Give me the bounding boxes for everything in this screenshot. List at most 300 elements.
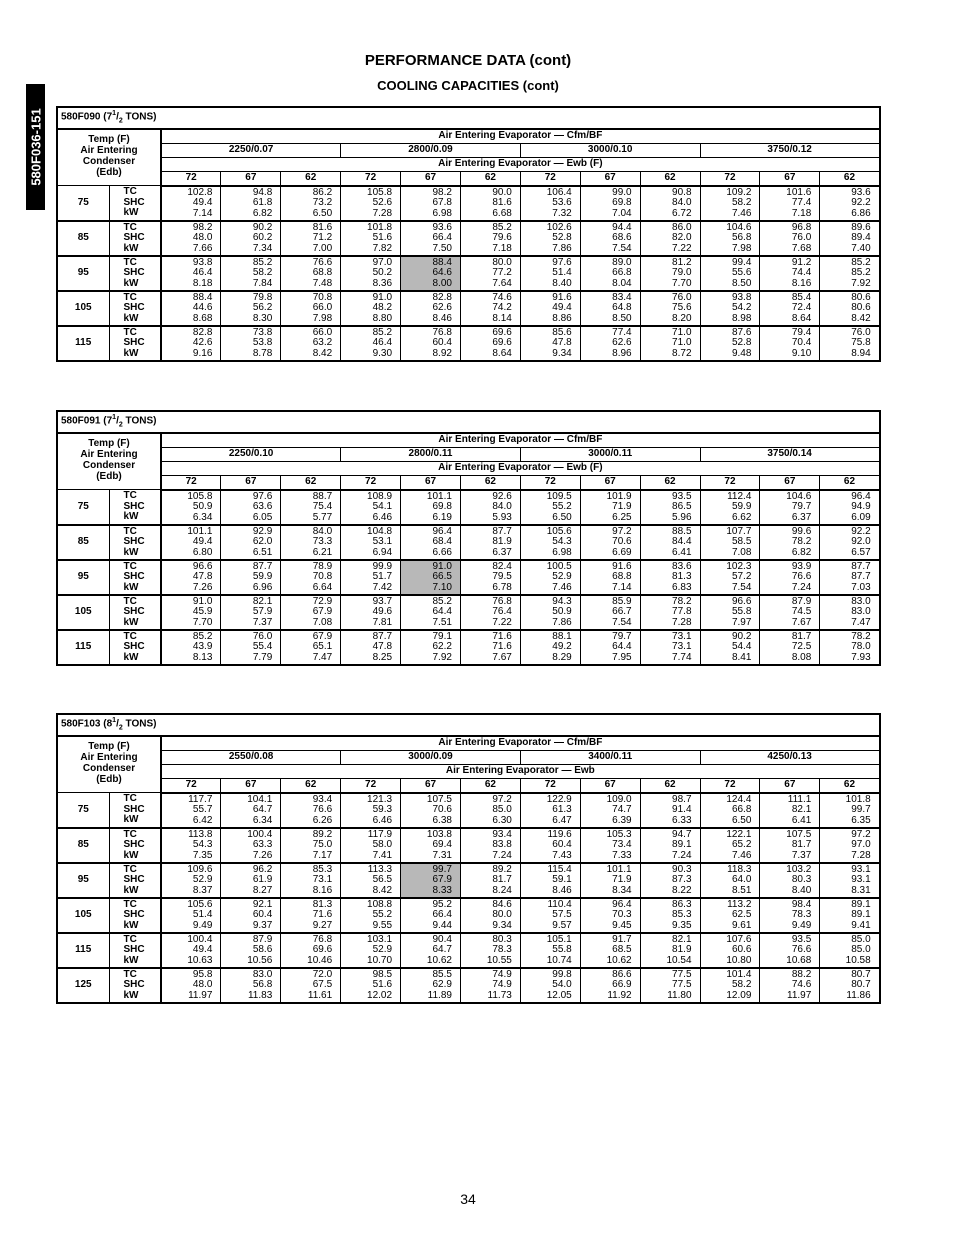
cell-value: 93.7 [372,595,393,607]
metric-label: SHC [123,874,145,886]
cell-value: 87.9 [791,595,812,607]
cell-value: 78.2 [672,595,692,607]
edb-temp-cell: 95 [57,560,109,595]
ewb-value-header: 62 [640,475,700,490]
ewb-value-header: 62 [820,475,880,490]
cell-value: 87.9 [252,933,273,945]
ewb-value-header: 72 [161,778,221,793]
performance-table-580f090 [56,106,881,362]
value-cell [161,525,221,560]
value-cell [580,968,640,1003]
value-cell [161,490,221,525]
value-cell [460,490,520,525]
value-cell [640,630,700,665]
header-row-cfm [57,433,880,448]
cell-value: 7.54 [612,242,632,254]
cell-value: 81.6 [312,221,333,233]
cell-value: 109.0 [606,793,632,805]
cell-value: 67.9 [432,874,452,886]
cell-value: 11.80 [667,989,692,1001]
cell-value: 87.7 [851,560,871,572]
value-cell [341,968,401,1003]
value-cell [580,898,640,933]
cell-value: 105.6 [187,898,213,910]
cell-value: 6.57 [851,546,871,558]
metric-label: kW [123,989,139,1001]
cell-value: 6.37 [791,511,812,523]
cell-value: 107.6 [726,933,752,945]
cell-value: 84.0 [492,501,512,513]
metric-label: SHC [123,606,145,618]
metric-labels-cell [109,291,161,326]
cell-value: 8.04 [612,277,632,289]
value-cell [820,560,880,595]
cell-value: 8.92 [432,347,452,359]
value-cell [221,793,281,828]
cell-value: 7.43 [552,849,572,861]
cell-value: 7.04 [612,207,632,219]
cell-value: 7.54 [612,616,632,628]
cell-value: 105.8 [367,186,393,198]
cell-value: 77.5 [672,979,692,991]
corner-header-line: Condenser [82,459,136,471]
cell-value: 6.98 [552,546,572,558]
value-cell [281,595,341,630]
cell-value: 68.4 [432,536,452,548]
cell-value: 76.8 [432,326,452,338]
cell-value: 62.5 [731,909,752,921]
value-cell [281,326,341,361]
cell-value: 7.41 [372,849,393,861]
cell-value: 85.3 [672,909,692,921]
cell-value: 110.4 [547,898,572,910]
cell-value: 69.6 [492,337,512,349]
value-cell [281,291,341,326]
ewb-value-header: 67 [580,778,640,793]
value-cell [640,291,700,326]
cell-value: 66.4 [432,909,452,921]
metric-labels-cell [109,490,161,525]
cell-value: 42.6 [192,337,213,349]
cell-value: 101.1 [187,525,213,537]
cell-value: 8.51 [731,884,752,896]
value-cell [161,595,221,630]
value-cell [520,828,580,863]
cell-value: 76.0 [252,630,273,642]
cell-value: 56.8 [252,979,273,991]
metric-label: SHC [123,267,145,279]
cell-value: 74.6 [791,979,812,991]
value-cell [341,898,401,933]
cell-value: 54.3 [552,536,572,548]
cell-value: 99.8 [552,968,572,980]
cell-value: 7.37 [252,616,273,628]
cell-value: 6.68 [492,207,512,219]
cell-value: 6.64 [312,581,333,593]
cell-value: 74.5 [791,606,812,618]
metric-label: TC [123,490,137,502]
cell-value: 11.61 [307,989,333,1001]
cell-value: 85.5 [432,968,452,980]
value-cell [700,933,760,968]
cell-value: 6.33 [672,814,692,826]
cell-value: 88.1 [552,630,572,642]
value-cell [520,326,580,361]
cell-value: 80.6 [851,291,871,303]
value-cell [760,595,820,630]
metric-label: TC [123,186,137,198]
value-cell [700,326,760,361]
table-title-model: 580F103 (8 [61,718,113,730]
cell-value: 99.4 [731,256,752,268]
cell-value: 74.2 [492,302,512,314]
cell-value: 99.7 [851,804,871,816]
metric-label: SHC [123,196,145,208]
cell-value: 8.42 [372,884,393,896]
cell-value: 10.63 [187,954,213,966]
cell-value: 64.7 [252,804,273,816]
cell-value: 98.2 [432,186,452,198]
cell-value: 6.46 [372,814,393,826]
header-row-ewb [57,157,880,171]
cell-value: 55.7 [192,804,213,816]
cell-value: 6.47 [552,814,572,826]
cell-value: 85.2 [372,326,393,338]
cell-value: 9.49 [192,919,213,931]
cell-value: 75.0 [312,839,333,851]
cell-value: 83.6 [672,560,692,572]
cfm-group-header: 4250/0.13 [700,750,880,764]
cell-value: 102.8 [187,186,213,198]
value-cell [341,630,401,665]
metric-label: TC [123,968,137,980]
metric-label: kW [123,954,139,966]
cell-value: 52.6 [372,197,393,209]
ewb-value-header: 67 [580,475,640,490]
cell-value: 104.6 [786,490,812,502]
cell-value: 10.62 [606,954,632,966]
cell-value: 52.9 [192,874,213,886]
value-cell [161,898,221,933]
cell-value: 12.05 [546,989,572,1001]
cell-value: 76.0 [851,326,871,338]
metric-label: TC [123,828,137,840]
cell-value: 91.0 [372,291,393,303]
cell-value: 55.4 [252,641,273,653]
cell-value: 89.6 [851,221,871,233]
cell-value: 96.4 [612,898,632,910]
metric-labels-cell [109,968,161,1003]
ewb-value-header: 72 [341,475,401,490]
value-cell [520,490,580,525]
cell-value: 8.40 [791,884,812,896]
cell-value: 7.82 [372,242,393,254]
cell-value: 51.6 [372,979,393,991]
cell-value: 89.1 [851,898,871,910]
cell-value: 10.46 [307,954,333,966]
cell-value: 70.8 [312,571,333,583]
value-cell [580,793,640,828]
metric-label: TC [123,525,137,537]
cell-value: 8.86 [552,312,572,324]
table-row [57,560,880,595]
cell-value: 8.13 [192,651,213,663]
table-title: 580F091 ($7^1/_2$ TONS) [57,411,880,433]
cell-value: 52.9 [552,571,572,583]
header-ewb: Air Entering Evaporator — Ewb (F) [161,461,880,475]
cell-value: 96.6 [731,595,752,607]
cell-value: 50.9 [552,606,572,618]
cell-value: 47.8 [372,641,393,653]
cell-value: 62.2 [432,641,452,653]
cell-value: 10.70 [367,954,393,966]
table-title: 580F103 ($8^1/_2$ TONS) [57,714,880,736]
value-cell [520,793,580,828]
metric-label: TC [123,291,137,303]
value-cell [281,490,341,525]
cell-value: 87.6 [731,326,752,338]
metric-labels-cell [109,863,161,898]
cell-value: 11.73 [487,989,512,1001]
value-cell [221,490,281,525]
value-cell [640,221,700,256]
value-cell [401,595,461,630]
cell-value: 81.7 [492,874,512,886]
cell-value: 7.24 [791,581,812,593]
cell-value: 7.48 [312,277,333,289]
cell-value: 6.19 [432,511,452,523]
metric-labels-cell [109,221,161,256]
cell-value: 7.24 [672,849,692,861]
value-cell [460,186,520,221]
metric-label: kW [123,312,139,324]
cell-value: 105.8 [187,490,213,502]
cell-value: 73.4 [612,839,632,851]
cell-value: 64.4 [432,606,452,618]
metric-label: TC [123,256,137,268]
cell-value: 74.7 [612,804,632,816]
metric-label: SHC [123,571,145,583]
cell-value: 8.34 [612,884,632,896]
value-cell [580,291,640,326]
cell-value: 7.46 [552,581,572,593]
cell-value: 68.8 [312,267,333,279]
value-cell [700,863,760,898]
cell-value: 7.79 [252,651,273,663]
cell-value: 66.5 [432,571,452,583]
cell-value: 91.0 [192,595,213,607]
value-cell [760,490,820,525]
cell-value: 6.34 [252,814,273,826]
header-row-ewb-values [57,475,880,490]
table-title: 580F090 ($7^1/_2$ TONS) [57,107,880,129]
ewb-value-header: 72 [520,475,580,490]
value-cell [580,525,640,560]
metric-label: kW [123,616,139,628]
cell-value: 60.4 [552,839,572,851]
cell-value: 78.3 [492,944,512,956]
cell-value: 103.1 [367,933,393,945]
cell-value: 107.5 [426,793,452,805]
cfm-group-header: 3000/0.09 [341,750,521,764]
cell-value: 6.80 [192,546,213,558]
edb-temp-cell: 105 [57,595,109,630]
metric-labels-cell [109,525,161,560]
cell-value: 8.25 [372,651,393,663]
cell-value: 8.31 [851,884,871,896]
value-cell [281,863,341,898]
value-cell [520,291,580,326]
value-cell [640,595,700,630]
value-cell [341,221,401,256]
cell-value: 9.27 [312,919,333,931]
metric-label: kW [123,814,139,826]
cell-value: 60.6 [731,944,752,956]
cell-value: 10.80 [726,954,752,966]
value-cell [401,186,461,221]
cell-value: 7.08 [312,616,333,628]
cell-value: 119.6 [547,828,572,840]
cell-value: 99.9 [372,560,393,572]
cell-value: 8.00 [432,277,452,289]
cell-value: 81.3 [672,571,692,583]
cell-value: 96.2 [252,863,273,875]
ewb-value-header: 67 [401,171,461,186]
value-cell [640,326,700,361]
cell-value: 78.2 [851,630,871,642]
cell-value: 7.35 [192,849,213,861]
cell-value: 43.9 [192,641,213,653]
cell-value: 7.98 [731,242,752,254]
header-row-ewb-values [57,778,880,793]
table-title-unit: TONS) [122,415,157,427]
cell-value: 7.37 [791,849,812,861]
value-cell [640,793,700,828]
value-cell [820,968,880,1003]
cell-value: 71.6 [492,630,512,642]
cell-value: 6.98 [432,207,452,219]
cell-value: 96.4 [851,490,871,502]
value-cell [580,326,640,361]
value-cell [520,525,580,560]
cell-value: 81.7 [791,630,812,642]
metric-labels-cell [109,560,161,595]
ewb-value-header: 62 [281,171,341,186]
cell-value: 50.2 [372,267,393,279]
cell-value: 85.2 [851,267,871,279]
value-cell [341,828,401,863]
cell-value: 85.9 [612,595,632,607]
cell-value: 85.2 [492,221,512,233]
ewb-value-header: 72 [341,778,401,793]
cell-value: 95.2 [432,898,452,910]
metric-label: SHC [123,302,145,314]
cell-value: 67.9 [312,630,333,642]
ewb-value-header: 62 [281,475,341,490]
cell-value: 52.8 [552,232,572,244]
value-cell [520,186,580,221]
table-title-row [57,411,880,433]
cell-value: 57.5 [552,909,572,921]
value-cell [640,525,700,560]
cell-value: 68.6 [612,232,632,244]
cell-value: 8.30 [252,312,273,324]
value-cell [281,898,341,933]
cell-value: 55.6 [731,267,752,279]
ewb-value-header: 72 [700,778,760,793]
cell-value: 8.42 [851,312,871,324]
cell-value: 64.6 [432,267,452,279]
value-cell [760,291,820,326]
cell-value: 100.4 [187,933,213,945]
value-cell [820,525,880,560]
cell-value: 7.86 [552,616,572,628]
value-cell [401,898,461,933]
cell-value: 59.9 [731,501,752,513]
header-ewb: Air Entering Evaporator — Ewb (F) [161,157,880,171]
cell-value: 80.6 [851,302,871,314]
cell-value: 7.26 [252,849,273,861]
cell-value: 66.8 [731,804,752,816]
cell-value: 8.24 [492,884,512,896]
cell-value: 9.49 [791,919,812,931]
cell-value: 6.69 [612,546,632,558]
value-cell [580,828,640,863]
cell-value: 71.6 [492,641,512,653]
ewb-value-header: 72 [161,171,221,186]
cell-value: 7.97 [731,616,752,628]
cell-value: 67.8 [432,197,452,209]
corner-header-line: Air Entering [80,448,138,460]
cell-value: 8.08 [791,651,812,663]
cell-value: 48.2 [372,302,393,314]
cell-value: 7.22 [672,242,692,254]
cell-value: 80.0 [492,256,512,268]
cell-value: 7.03 [851,581,871,593]
cell-value: 77.2 [492,267,512,279]
cell-value: 51.4 [552,267,572,279]
table-title-row [57,107,880,129]
metric-labels-cell [109,793,161,828]
cell-value: 8.29 [552,651,572,663]
cell-value: 68.5 [612,944,632,956]
cell-value: 74.9 [492,968,512,980]
corner-header-line: Condenser [82,762,136,774]
corner-header [57,433,161,490]
cell-value: 81.9 [492,536,512,548]
cell-value: 7.70 [192,616,213,628]
cell-value: 10.68 [786,954,812,966]
metric-label: TC [123,863,137,875]
cell-value: 104.8 [367,525,393,537]
cell-value: 76.8 [312,933,333,945]
cell-value: 74.6 [492,291,512,303]
ewb-value-header: 72 [700,171,760,186]
cell-value: 90.2 [731,630,752,642]
cell-value: 76.8 [492,595,512,607]
edb-temp-cell: 95 [57,256,109,291]
cell-value: 7.40 [851,242,871,254]
value-cell [700,221,760,256]
cell-value: 75.4 [312,501,333,513]
cell-value: 46.4 [372,337,393,349]
cfm-group-header: 2250/0.07 [161,143,341,157]
corner-header-line: Temp (F) [88,133,130,145]
cell-value: 91.0 [432,560,452,572]
cell-value: 76.6 [791,944,812,956]
ewb-value-header: 67 [221,475,281,490]
cell-value: 76.0 [791,232,812,244]
